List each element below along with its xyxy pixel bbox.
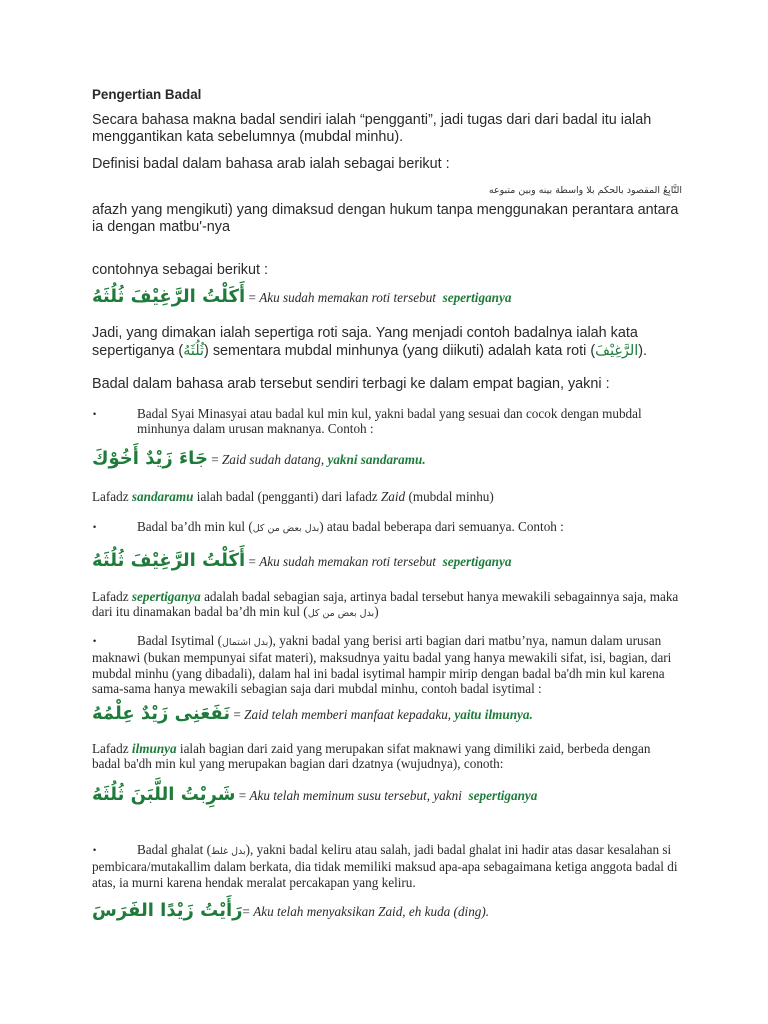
badal-type-3-text-a: Badal Isytimal ( bbox=[137, 633, 222, 648]
badal-type-4-arabic: بدل غلط bbox=[210, 846, 246, 857]
example-1 bbox=[92, 286, 682, 307]
example-5-key: sepertiganya bbox=[468, 788, 538, 803]
badal-type-2 bbox=[92, 519, 682, 536]
example-5-arabic: شَرِبْتُ اللَّبَنَ ثُلُثَهُ bbox=[92, 784, 236, 805]
example-6-meaning: Aku telah menyaksikan Zaid, eh kuda (ding). bbox=[253, 904, 490, 919]
lafadz-1-zaid: Zaid bbox=[380, 489, 406, 504]
paragraph-lafadz-3 bbox=[92, 741, 682, 772]
explanation-text-c: ). bbox=[638, 343, 648, 359]
badal-type-3-text-b: ), yakni badal yang berisi arti bagian dari matbu’nya, namun dalam urusan maknawi (bukan mempunyai sifat materi), maksudnya yaitu badal yang hanya mewakili sifat, isi, bagian, dari mubdal minhu (yang dibadali), dalam hal ini badal isytimal hampir mirip dengan badal ba'dh min kul karena sama-sama hanya mewakili sebagian saja dari mubdal minhu, contoh badal isytimal : bbox=[92, 633, 672, 697]
paragraph-definition-translation: afazh yang mengikuti) yang dimaksud dengan hukum tanpa menggunakan perantara antara ia dengan matbu'-nya bbox=[92, 202, 679, 235]
example-3-key: sepertiganya bbox=[442, 554, 512, 569]
explanation-arabic-1: ثُلُثَهُ bbox=[183, 343, 205, 359]
example-2-equals: = bbox=[207, 452, 222, 467]
badal-type-1-text: Badal Syai Minasyai atau badal kul min kul, yakni badal yang sesuai dan cocok dengan mubdal minhunya dalam urusan maknanya. Contoh : bbox=[137, 406, 642, 437]
paragraph-lafadz-1 bbox=[92, 489, 682, 504]
example-4-arabic: نَفَعَنِى زَيْدٌ عِلْمُهُ bbox=[92, 703, 231, 724]
example-1-key: sepertiganya bbox=[442, 290, 512, 305]
example-6 bbox=[92, 900, 682, 921]
lafadz-3-text-a: Lafadz bbox=[92, 741, 132, 756]
badal-type-1 bbox=[92, 406, 682, 437]
lafadz-2-arabic: بدل بعض من كل bbox=[307, 608, 375, 620]
badal-type-2-text bbox=[92, 519, 682, 536]
example-2-key: yakni sandaramu. bbox=[327, 452, 426, 467]
example-3-equals: = bbox=[245, 554, 260, 569]
lafadz-1-text-a: Lafadz bbox=[92, 489, 132, 504]
explanation-text-b: ) sementara mubdal minhunya (yang diikuti) adalah kata roti ( bbox=[204, 343, 596, 359]
example-1-meaning: Aku sudah memakan roti tersebut bbox=[259, 290, 440, 305]
lafadz-2-text-a: Lafadz bbox=[92, 589, 132, 604]
bullet-2: • bbox=[93, 522, 97, 532]
badal-type-2-text-a: Badal ba’dh min kul ( bbox=[137, 519, 253, 534]
section-title: Pengertian Badal bbox=[92, 87, 202, 102]
example-4-equals: = bbox=[230, 707, 245, 722]
example-5-meaning: Aku telah meminum susu tersebut, yakni bbox=[249, 788, 466, 803]
example-1-arabic: أَكَلْتُ الرَّغِيْفَ ثُلُثَهُ bbox=[92, 286, 246, 307]
paragraph-examples-intro: contohnya sebagai berikut : bbox=[92, 262, 269, 278]
example-2-arabic: جَاءَ زَيْدٌ أَخُوْكَ bbox=[92, 448, 208, 469]
lafadz-2-text-c: ) bbox=[374, 604, 379, 620]
badal-type-2-arabic: بدل بعض من كل bbox=[252, 523, 320, 534]
paragraph-explanation bbox=[92, 324, 682, 360]
example-1-equals: = bbox=[245, 290, 260, 305]
paragraph-intro: Secara bahasa makna badal sendiri ialah “pengganti”, jadi tugas dari dari badal itu ialah menggantikan kata sebelumnya (mubdal minhu). bbox=[92, 112, 652, 145]
example-6-equals: = bbox=[242, 904, 254, 919]
example-3 bbox=[92, 550, 682, 571]
bullet-3: • bbox=[93, 636, 97, 646]
lafadz-3-text-b: ialah bagian dari zaid yang merupakan sifat maknawi yang dimiliki zaid, berbeda dengan badal ba'dh min kul yang merupakan bagian dari dzatnya (wujudnya), conoth: bbox=[92, 741, 651, 772]
paragraph-division: Badal dalam bahasa arab tersebut sendiri terbagi ke dalam empat bagian, yakni : bbox=[92, 376, 610, 392]
badal-type-4-text bbox=[92, 842, 682, 890]
explanation-text-a: Jadi, yang dimakan ialah sepertiga roti saja. Yang menjadi contoh badalnya ialah kata sepertiganya ( bbox=[92, 325, 638, 359]
badal-type-4-text-a: Badal ghalat ( bbox=[137, 842, 211, 857]
paragraph-lafadz-2 bbox=[92, 589, 682, 622]
arabic-definition: التَّابِعُ المقصود بالحكم بلا واسطة بينه وبين متبوعه bbox=[488, 185, 682, 196]
example-5-equals: = bbox=[235, 788, 250, 803]
bullet-1: • bbox=[93, 409, 97, 419]
lafadz-1-key: sandaramu bbox=[131, 489, 194, 504]
example-6-arabic: رَأَيْتُ زَيْدًا الفَرَسَ bbox=[92, 900, 243, 921]
lafadz-2-key: sepertiganya bbox=[131, 589, 201, 604]
example-2-meaning: Zaid sudah datang, bbox=[221, 452, 328, 467]
explanation-arabic-2: الرَّغِيْفَ bbox=[595, 343, 639, 359]
badal-type-3-arabic: بدل اشتمال bbox=[221, 637, 269, 648]
example-4-key: yaitu ilmunya. bbox=[454, 707, 533, 722]
lafadz-1-text-b: ialah badal (pengganti) dari lafadz bbox=[193, 489, 381, 504]
example-5 bbox=[92, 784, 682, 805]
badal-type-3 bbox=[92, 633, 682, 697]
example-4-meaning: Zaid telah memberi manfaat kepadaku, bbox=[244, 707, 455, 722]
badal-type-2-text-b: ) atau badal beberapa dari semuanya. Contoh : bbox=[319, 519, 564, 534]
lafadz-2-text-b: adalah badal sebagian saja, artinya badal tersebut hanya mewakili sebagainnya saja, maka dari itu dinamakan badal ba’dh min kul ( bbox=[92, 589, 679, 620]
example-4 bbox=[92, 703, 682, 724]
lafadz-1-text-c: (mubdal minhu) bbox=[405, 489, 494, 504]
bullet-4: • bbox=[93, 845, 97, 855]
example-2 bbox=[92, 448, 682, 469]
badal-type-4-text-b: ), yakni badal keliru atau salah, jadi badal ghalat ini hadir atas dasar kesalahan si pembicara/mutakallim dalam berkata, dia tidak memiliki maksud apa-apa sebagaimana ketiga anggota badal di atas, ia murni karena hendak meralat percakapan yang keliru. bbox=[92, 842, 678, 890]
example-3-meaning: Aku sudah memakan roti tersebut bbox=[259, 554, 440, 569]
lafadz-3-key: ilmunya bbox=[131, 741, 177, 756]
paragraph-definition: Definisi badal dalam bahasa arab ialah sebagai berikut : bbox=[92, 156, 450, 172]
example-3-arabic: أَكَلْتُ الرَّغِيْفَ ثُلُثَهُ bbox=[92, 550, 246, 571]
badal-type-3-text bbox=[92, 633, 682, 697]
badal-type-4 bbox=[92, 842, 682, 890]
